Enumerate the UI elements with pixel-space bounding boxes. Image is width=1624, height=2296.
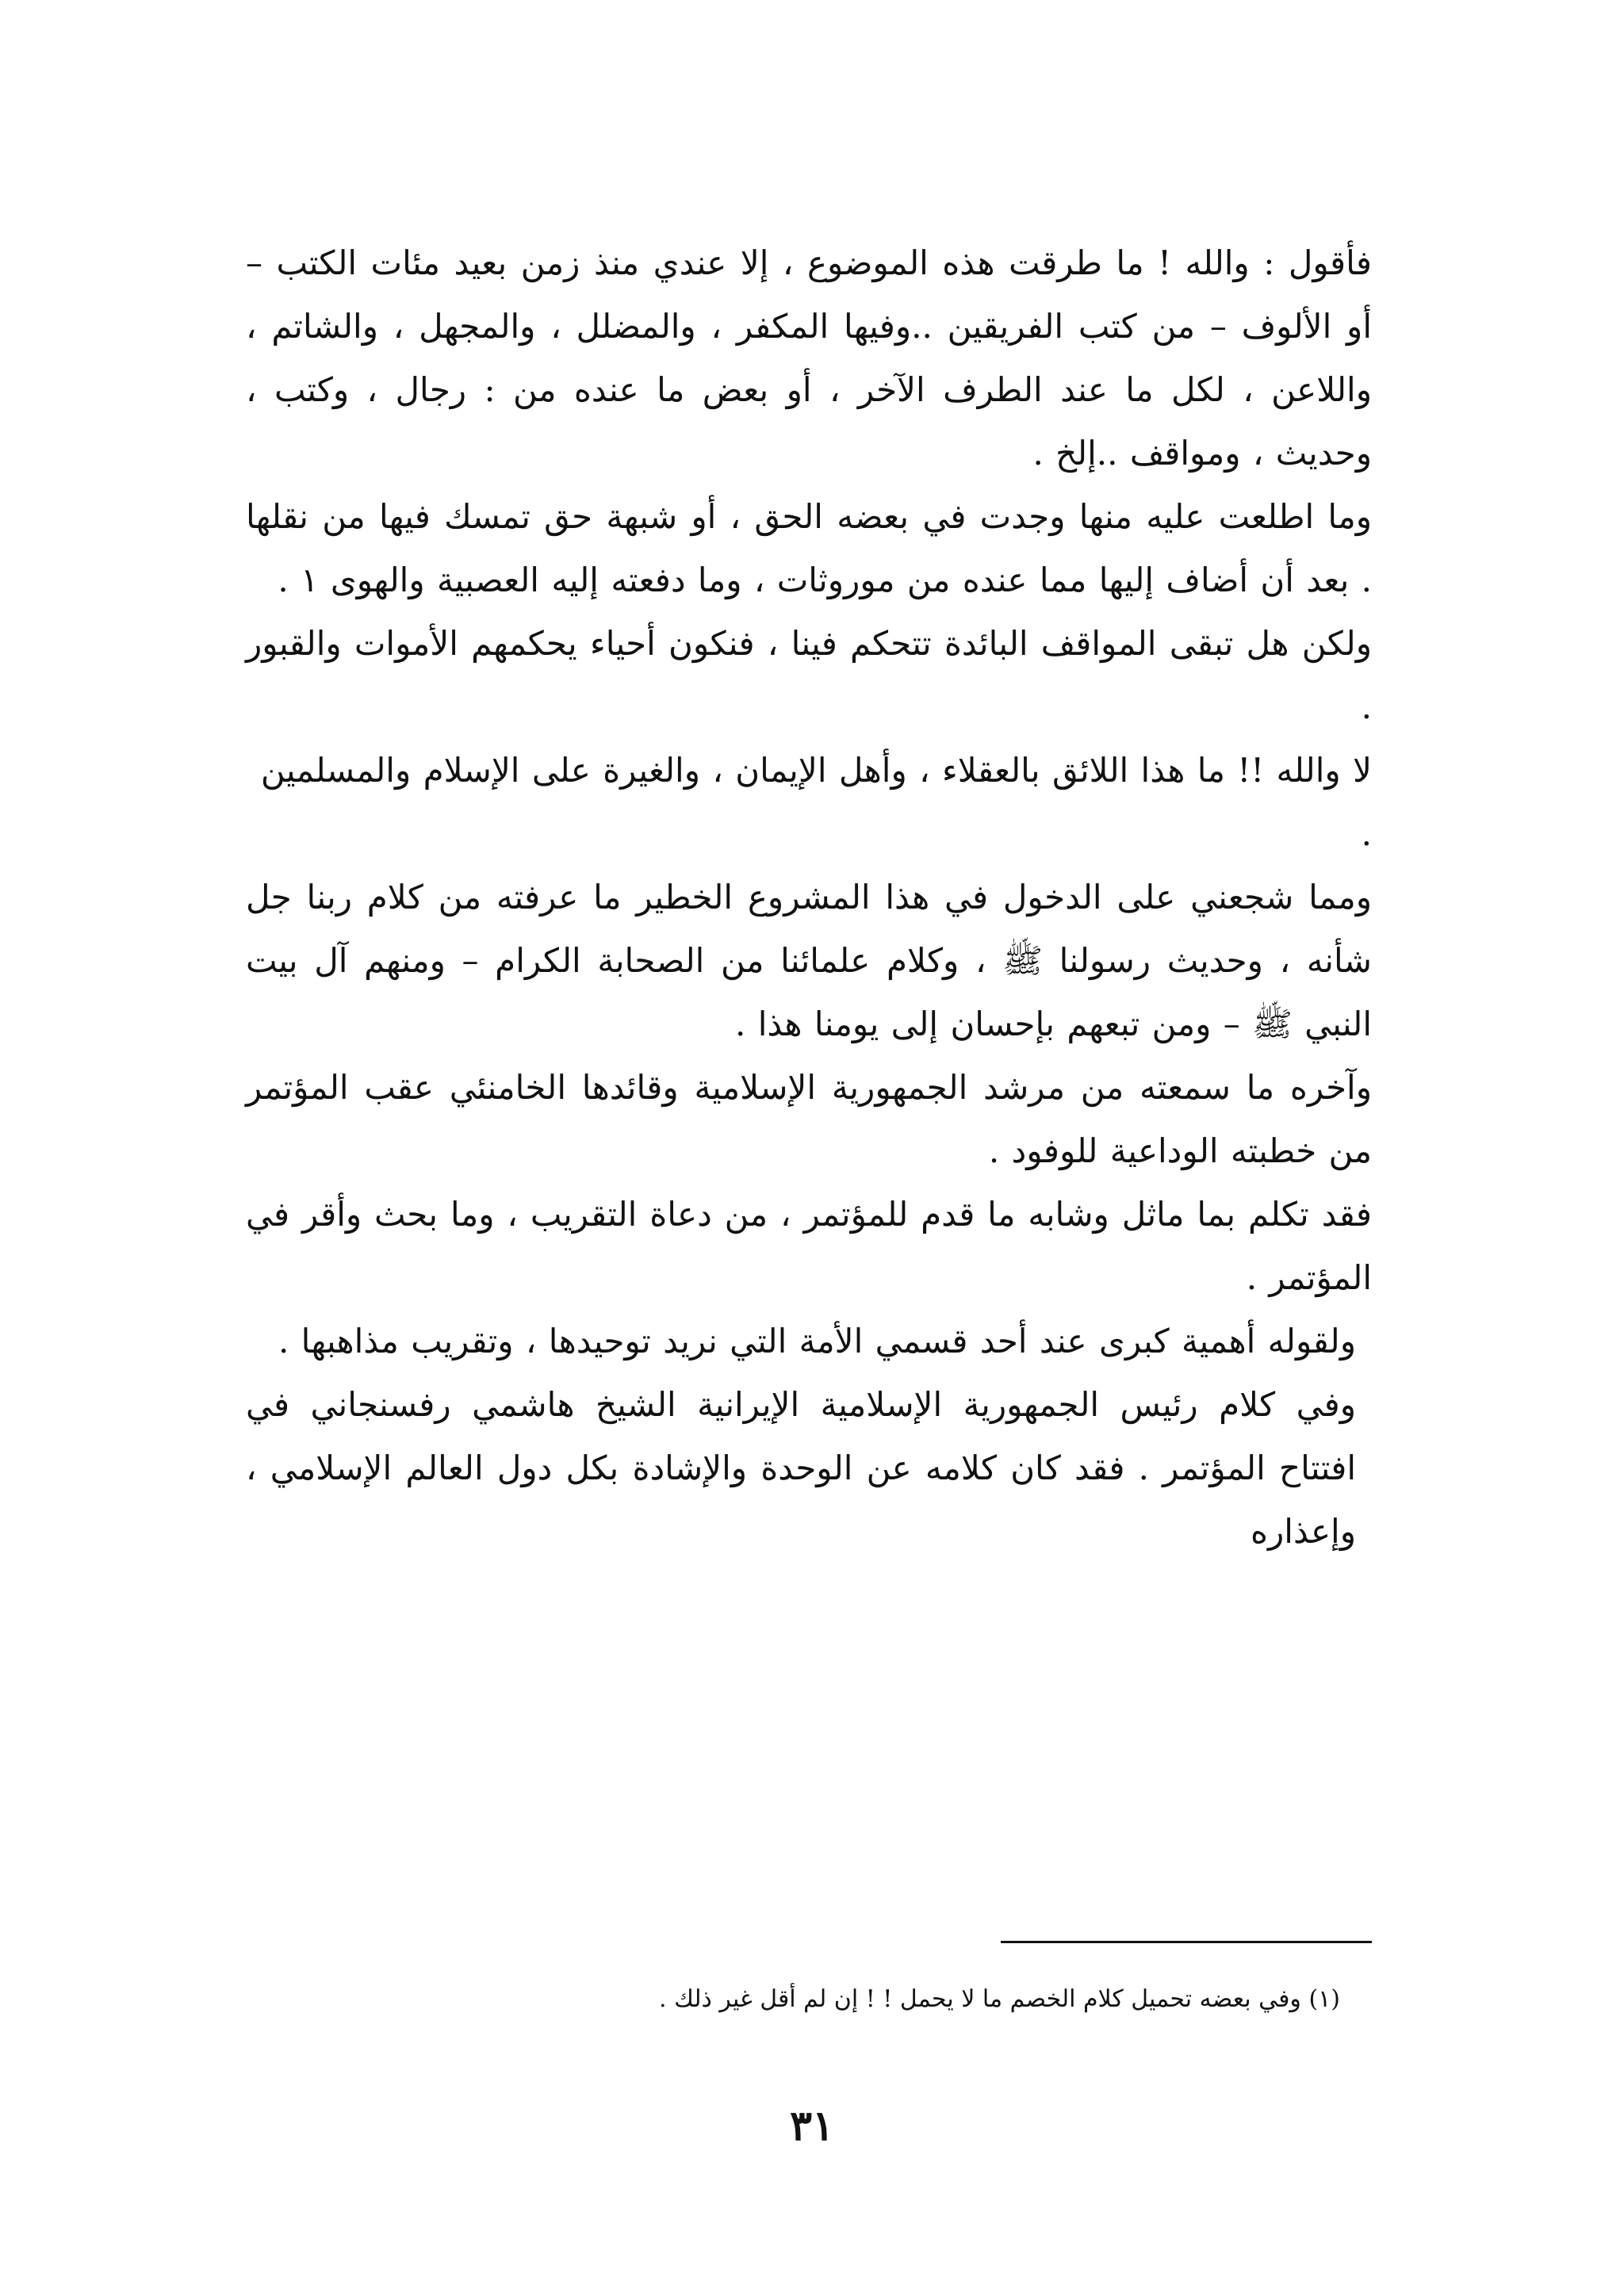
paragraph-not-befitting: لا والله !! ما هذا اللائق بالعقلاء ، وأهل الإيمان ، والغيرة على الإسلام والمسلمين (260, 751, 1372, 790)
paragraph-opening: فأقول : والله ! ما طرقت هذه الموضوع ، إلا عندي منذ زمن بعيد مئات الكتب – أو الألوف – من كتب الفريقين ..وفيها المكفر ، والمضلل ، والمجهل ، والشاتم ، واللاعن ، لكل ما عند الطرف الآخر ، أو بعض ما عنده من : رجال ، وكتب ، وحديث ، ومواقف ..إلخ . (246, 243, 1372, 473)
paragraph-conference-discussion: فقد تكلم بما ماثل وشابه ما قدم للمؤتمر ، من دعاة التقريب ، وما بحث وأقر في المؤتمر . (246, 1195, 1372, 1297)
paragraph-inherited-books: وما اطلعت عليه منها وجدت في بعضه الحق ، أو شبهة حق تمسك فيها من نقلها . بعد أن أضاف إليها مما عنده من موروثات ، وما دفعته إليه العصبية والهوى ١ . (246, 497, 1372, 599)
paragraph-rafsanjani: وفي كلام رئيس الجمهورية الإسلامية الإيرانية الشيخ هاشمي رفسنجاني في افتتاح المؤتمر . فقد كان كلامه عن الوحدة والإشادة بكل دول العالم الإسلامي ، وإعذاره (246, 1385, 1356, 1551)
paragraph-importance: ولقوله أهمية كبرى عند أحد قسمي الأمة التي نريد توحيدها ، وتقريب مذاهبها . (278, 1322, 1356, 1360)
footnote: (١) وفي بعضه تحميل كلام الخصم ما لا يحمل ! ! إن لم أقل غير ذلك . (659, 1985, 1340, 2013)
body-text (246, 232, 1372, 1563)
paragraph-encouragement: ومما شجعني على الدخول في هذا المشروع الخطير ما عرفته من كلام ربنا جل شأنه ، وحديث رسولنا ﷺ ، وكلام علمائنا من الصحابة الكرام – ومنهم آل بيت النبي ﷺ – ومن تبعهم بإحسان إلى يومنا هذا . (246, 878, 1372, 1043)
paragraph-ruling-dead: ولكن هل تبقى المواقف البائدة تتحكم فينا ، فنكون أحياء يحكمهم الأموات والقبور . (246, 624, 1372, 726)
paragraph-stray-period: . (1361, 814, 1372, 853)
footnote-separator (1001, 1941, 1372, 1943)
paragraph-khamenei-speech: وآخره ما سمعته من مرشد الجمهورية الإسلامية وقائدها الخامنئي عقب المؤتمر من خطبته الوداعية للوفود . (246, 1068, 1372, 1170)
page-number: ٣١ (790, 2102, 834, 2150)
